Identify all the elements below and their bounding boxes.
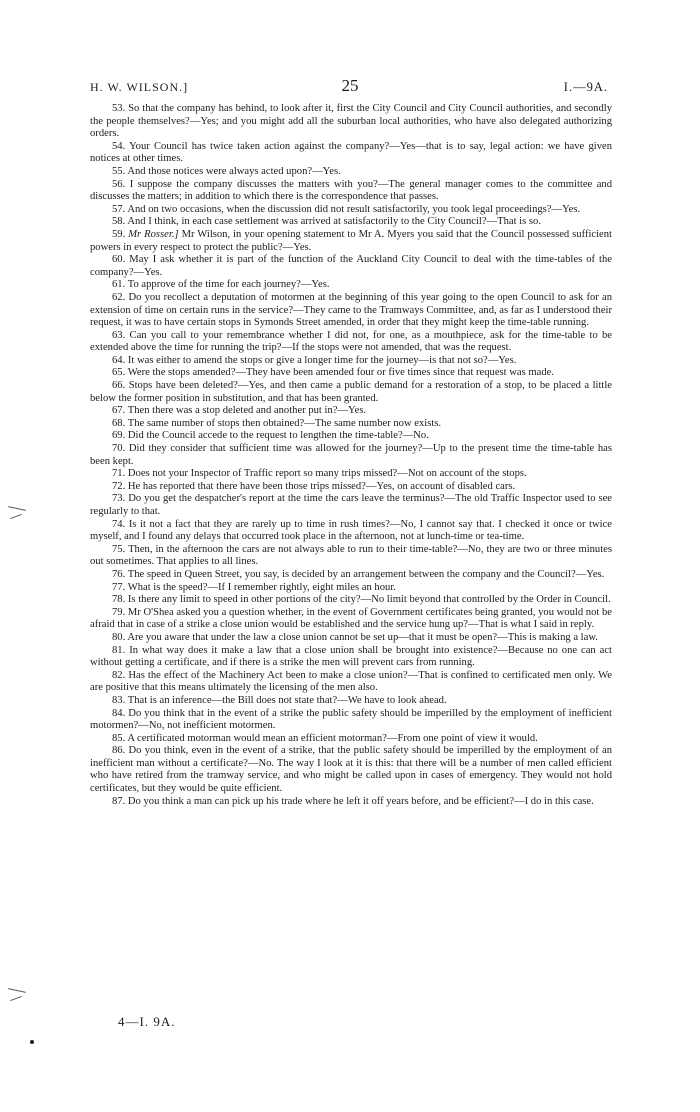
question-answer-text: The same number of stops then obtained?—The same number now exists. (127, 417, 442, 429)
question-answer-text: It was either to amend the stops or give a longer time for the journey—is that not so?—Yes. (127, 354, 517, 366)
document-reference: I.—9A. (563, 80, 608, 94)
question-answer-paragraph (90, 380, 612, 405)
question-number: 85. (112, 732, 126, 744)
question-answer-paragraph (90, 179, 612, 204)
question-answer-paragraph (90, 519, 612, 544)
question-answer-paragraph (90, 216, 612, 229)
question-answer-text: The speed in Queen Street, you say, is decided by an arrangement between the company and the Council?—Yes. (127, 568, 605, 580)
footer-signature-mark: 4—I. 9A. (118, 1014, 176, 1029)
question-number: 82. (112, 669, 126, 681)
question-answer-paragraph (90, 796, 612, 809)
question-answer-paragraph (90, 418, 612, 431)
question-answer-paragraph (90, 254, 612, 279)
question-answer-text: Is there any limit to speed in other portions of the city?—No limit beyond that controlled by the Order in Council. (127, 594, 611, 606)
question-answer-text: Are you aware that under the law a close union cannot be set up—that it must be open?—This is making a law. (127, 631, 598, 643)
question-answer-text: And I think, in each case settlement was arrived at satisfactorily to the City Council?—That is so. (127, 216, 541, 228)
question-answer-text: Has the effect of the Machinery Act been to make a close union?—That is confined to certificated men only. We are positive that this means ultimately the licensing of the men also. (90, 669, 612, 694)
question-number: 74. (112, 518, 126, 530)
question-answer-text: Mr Wilson, in your opening statement to Mr A. Myers you said that the Council possessed sufficient powers in every respect to protect the public?—Yes. (90, 228, 613, 253)
question-answer-paragraph (90, 430, 612, 443)
margin-mark (10, 514, 22, 519)
question-number: 60. (112, 254, 126, 266)
question-number: 63. (112, 329, 126, 341)
question-answer-text: And those notices were always acted upon?—Yes. (127, 165, 341, 177)
header-witness-name: H. W. WILSON.] (90, 80, 189, 94)
question-answer-paragraph (90, 405, 612, 418)
question-number: 81. (112, 644, 126, 656)
question-number: 78. (112, 594, 126, 606)
question-number: 86. (112, 745, 126, 757)
question-number: 57. (112, 203, 126, 215)
margin-dot (30, 1040, 34, 1044)
question-answer-paragraph (90, 670, 612, 695)
question-answer-paragraph (90, 229, 612, 254)
question-answer-paragraph (90, 645, 612, 670)
question-answer-paragraph (90, 166, 612, 179)
question-number: 54. (112, 140, 126, 152)
question-answer-text: Stops have been deleted?—Yes, and then came a public demand for a restoration of a stop, to be placed a little below the former position in substitution, and that has been granted. (90, 380, 612, 404)
question-number: 65. (112, 367, 126, 379)
question-answer-text: To approve of the time for each journey?—Yes. (127, 279, 330, 291)
question-answer-text: Can you call to your remembrance whether I did not, for one, as a mouthpiece, ask for the time-table to be extended above the time for running the trip?—If the stops were not amended, that was the request. (90, 329, 613, 354)
question-answer-paragraph (90, 632, 612, 645)
question-answer-paragraph (90, 745, 612, 795)
question-answer-paragraph (90, 733, 612, 746)
question-number: 73. (112, 493, 126, 505)
question-answer-paragraph (90, 594, 612, 607)
question-number: 68. (112, 417, 126, 429)
question-number: 61. (112, 279, 126, 291)
question-answer-paragraph (90, 204, 612, 217)
margin-mark (8, 506, 26, 511)
question-answer-paragraph (90, 582, 612, 595)
question-number: 77. (112, 581, 126, 593)
question-answer-text: Do you think, even in the event of a strike, that the public safety should be imperilled by the employment of an inefficient man without a certificate?—No. The way I look at it is this: that there will be a number of men called efficient who have retired from the tramway service, and who might be called upon in cases of emergency. They would not hold certificates, but they would be quite efficient. (90, 745, 612, 795)
question-number: 66. (112, 380, 126, 392)
question-answer-paragraph (90, 443, 612, 468)
question-number: 71. (112, 468, 126, 480)
question-number: 87. (112, 795, 126, 807)
question-answer-paragraph (90, 468, 612, 481)
question-answer-text: I suppose the company discusses the matters with you?—The general manager comes to the committee and discusses the matters; in addition to which there is the correspondence that passes. (90, 178, 612, 203)
question-answer-text: So that the company has behind, to look after it, first the City Council and City Council authorities, and secondly the people themselves?—Yes; and you might add all the suburban local authorities, who have also delegated authorizing orders. (90, 103, 612, 140)
page-number: 25 (341, 76, 359, 95)
question-answer-text: What is the speed?—If I remember rightly, eight miles an hour. (127, 581, 396, 593)
question-answer-paragraph (90, 708, 612, 733)
questioner-name: Mr Rosser.] (128, 228, 179, 240)
question-answer-text: He has reported that there have been those trips missed?—Yes, on account of disabled cars. (127, 480, 516, 492)
question-number: 70. (112, 443, 126, 455)
question-answer-text: And on two occasions, when the discussion did not result satisfactorily, you took legal proceedings?—Yes. (127, 203, 581, 215)
question-answer-text: Were the stops amended?—They have been amended four or five times since that request was made. (127, 367, 554, 379)
question-answer-paragraph (90, 292, 612, 330)
margin-mark (10, 996, 22, 1001)
question-answer-paragraph (90, 103, 612, 141)
question-number: 80. (112, 631, 126, 643)
question-answer-paragraph (90, 569, 612, 582)
question-answer-paragraph (90, 355, 612, 368)
evidence-body (90, 103, 612, 808)
margin-mark (8, 988, 26, 993)
question-answer-paragraph (90, 544, 612, 569)
question-answer-paragraph (90, 481, 612, 494)
question-number: 83. (112, 694, 126, 706)
question-number: 69. (112, 430, 126, 442)
question-answer-text: Did the Council accede to the request to lengthen the time-table?—No. (127, 430, 429, 442)
question-number: 84. (112, 707, 126, 719)
question-answer-text: Did they consider that sufficient time was allowed for the journey?—Up to the present time the time-table has been kept. (90, 443, 612, 467)
question-answer-text: Do you recollect a deputation of motormen at the beginning of this year going to the open Council to ask for an extension of time on certain runs in the service?—They came to the Tramways Committee, and, as far as I understood their request, it was to have certain stops in Symonds Street amended, in order that they might keep the time-table running. (90, 291, 613, 329)
question-number: 75. (112, 543, 126, 555)
question-answer-paragraph (90, 695, 612, 708)
question-number: 67. (112, 405, 126, 417)
question-answer-text: Your Council has twice taken action against the company?—Yes—that is to say, legal action: we have given notices at other times. (90, 140, 612, 165)
question-number: 72. (112, 480, 126, 492)
question-number: 64. (112, 354, 126, 366)
question-answer-text: Do you get the despatcher's report at the time the cars leave the terminus?—The old Traffic Inspector used to see regularly to that. (90, 493, 612, 517)
question-number: 55. (112, 165, 126, 177)
question-number: 56. (112, 178, 126, 190)
question-answer-text: Then, in the afternoon the cars are not always able to run to their time-table?—No, they are two or three minutes out sometimes. That applies to all lines. (90, 543, 613, 568)
question-answer-text: That is an inference—the Bill does not state that?—We have to look ahead. (127, 694, 447, 706)
question-number: 62. (112, 291, 126, 303)
question-answer-paragraph (90, 330, 612, 355)
question-number: 76. (112, 568, 126, 580)
question-answer-paragraph (90, 279, 612, 292)
question-answer-paragraph (90, 607, 612, 632)
question-answer-text: Does not your Inspector of Traffic report so many trips missed?—Not on account of the stops. (127, 468, 527, 480)
question-answer-text: Is it not a fact that they are rarely up to time in rush times?—No, I cannot say that. I checked it once or twice myself, and I found any delays that occurred took place in the afternoon, not at lunch-time or tea-time. (90, 518, 612, 543)
question-answer-text: Mr O'Shea asked you a question whether, in the event of Government certificates being granted, you would not be afraid that in case of a strike a close union would be established and the service hung up?—That is what I said in reply. (90, 606, 612, 631)
question-answer-paragraph (90, 367, 612, 380)
question-answer-text: A certificated motorman would mean an efficient motorman?—From one point of view it would. (127, 732, 538, 744)
question-answer-text: In what way does it make a law that a close union shall be brought into existence?—Because no one can act without getting a certificate, and if there is a strike the men will prevent cars from running. (90, 644, 612, 669)
question-number: 53. (112, 103, 126, 114)
question-number: 79. (112, 606, 126, 618)
question-answer-paragraph (90, 493, 612, 518)
question-answer-paragraph (90, 141, 612, 166)
question-answer-text: May I ask whether it is part of the function of the Auckland City Council to deal with the time-tables of the company?—Yes. (90, 254, 612, 278)
question-answer-text: Do you think a man can pick up his trade where he left it off years before, and be efficient?—I do in this case. (127, 795, 594, 807)
question-number: 58. (112, 216, 126, 228)
question-number: 59. (112, 228, 126, 240)
question-answer-text: Do you think that in the event of a strike the public safety should be imperilled by the employment of inefficient motormen?—No, not inefficient motormen. (90, 707, 612, 732)
question-answer-text: Then there was a stop deleted and another put in?—Yes. (127, 405, 367, 417)
